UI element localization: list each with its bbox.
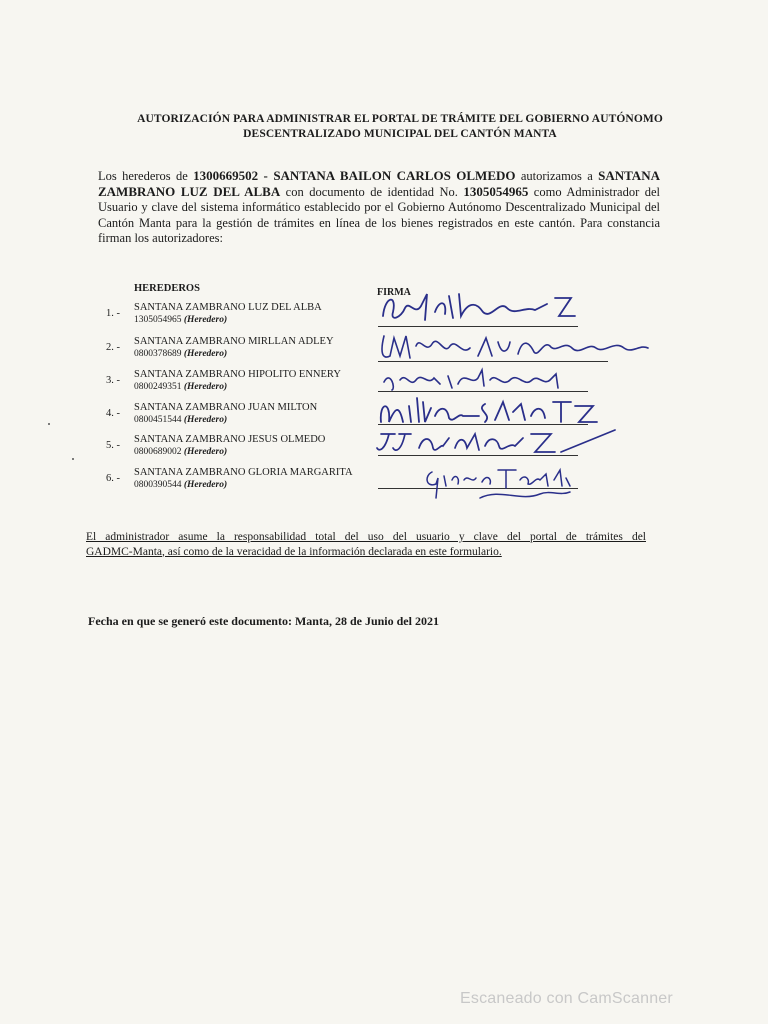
signature-2-image: [378, 326, 658, 364]
body-text-5: como Administrador del Usuario y clave del sistema informático establecido por el Gobierno Autónomo Descentralizado Municipal del Cantón Manta para la gestión de trámites en línea de los bienes registrados en este cantón. Para constancia firman los autorizadores:: [98, 185, 660, 245]
signature-3-image: [378, 362, 618, 394]
heir-name: SANTANA ZAMBRANO LUZ DEL ALBA: [134, 302, 322, 313]
note-line-2: GADMC-Manta, así como de la veracidad de la información declarada en este formulario.: [86, 545, 502, 558]
title-line-2: DESCENTRALIZADO MUNICIPAL DEL CANTÓN MANTA: [243, 128, 557, 140]
document-date: Fecha en que se generó este documento: Manta, 28 de Junio del 2021: [88, 614, 439, 628]
heir-number: 4. -: [106, 408, 120, 419]
body-text-1: Los herederos de: [98, 169, 194, 183]
heir-name: SANTANA ZAMBRANO HIPOLITO ENNERY: [134, 369, 341, 380]
document-title: [100, 112, 700, 142]
body-text-4: con documento de identidad No.: [280, 185, 464, 200]
heir-number: 1. -: [106, 308, 120, 319]
heir-id: 0800451544: [134, 415, 182, 425]
heir-role: (Heredero): [183, 480, 228, 490]
signature-1-image: [375, 286, 605, 328]
heir-id-line: [134, 382, 227, 392]
heir-id: 1305054965: [134, 315, 182, 325]
heir-number: 2. -: [106, 342, 120, 353]
body-text-2: -: [258, 168, 274, 183]
heir-id: 0800378689: [134, 349, 182, 359]
heir-id-line: [134, 415, 227, 425]
heir-role: (Heredero): [183, 447, 228, 457]
scan-speck: [72, 458, 74, 460]
signature-5-image: [375, 424, 635, 460]
heir-id-line: [134, 349, 227, 359]
heir-name: SANTANA ZAMBRANO JUAN MILTON: [134, 402, 318, 413]
signature-6-image: [420, 458, 590, 504]
scan-speck: [48, 423, 50, 425]
heir-id: 0800390544: [134, 480, 182, 490]
heir-id: 0800249351: [134, 382, 182, 392]
body-text-3: autorizamos a: [515, 169, 599, 183]
heir-role: (Heredero): [183, 382, 228, 392]
responsibility-note: [86, 530, 646, 559]
heir-role: (Heredero): [183, 349, 228, 359]
administrator-id: 1305054965: [463, 184, 529, 200]
heir-name: SANTANA ZAMBRANO GLORIA MARGARITA: [134, 467, 353, 478]
heirs-header: HEREDEROS: [134, 283, 200, 294]
heir-id-line: [134, 447, 227, 457]
administrator-name: SANTANA ZAMBRANO LUZ DEL ALBA: [98, 168, 660, 200]
heir-id-line: [134, 315, 227, 325]
heir-number: 5. -: [106, 440, 120, 451]
heir-role: (Heredero): [183, 415, 228, 425]
deceased-name: SANTANA BAILON CARLOS OLMEDO: [273, 168, 516, 183]
scanner-watermark: Escaneado con CamScanner: [460, 990, 673, 1007]
note-line-1: El administrador asume la responsabilidad total del uso del usuario y clave del portal de trámites del: [86, 531, 646, 543]
title-line-1: AUTORIZACIÓN PARA ADMINISTRAR EL PORTAL DE TRÁMITE DEL GOBIERNO AUTÓNOMO: [137, 113, 663, 125]
heir-number: 6. -: [106, 473, 120, 484]
heir-id: 0800689002: [134, 447, 182, 457]
signature-header: FIRMA: [377, 287, 411, 298]
heir-role: (Heredero): [183, 315, 228, 325]
heir-name: SANTANA ZAMBRANO JESUS OLMEDO: [134, 434, 326, 445]
heir-number: 3. -: [106, 375, 120, 386]
heir-id-line: [134, 480, 227, 490]
deceased-id: 1300669502: [193, 168, 259, 183]
authorization-paragraph: [98, 168, 660, 246]
heir-name: SANTANA ZAMBRANO MIRLLAN ADLEY: [134, 336, 334, 347]
